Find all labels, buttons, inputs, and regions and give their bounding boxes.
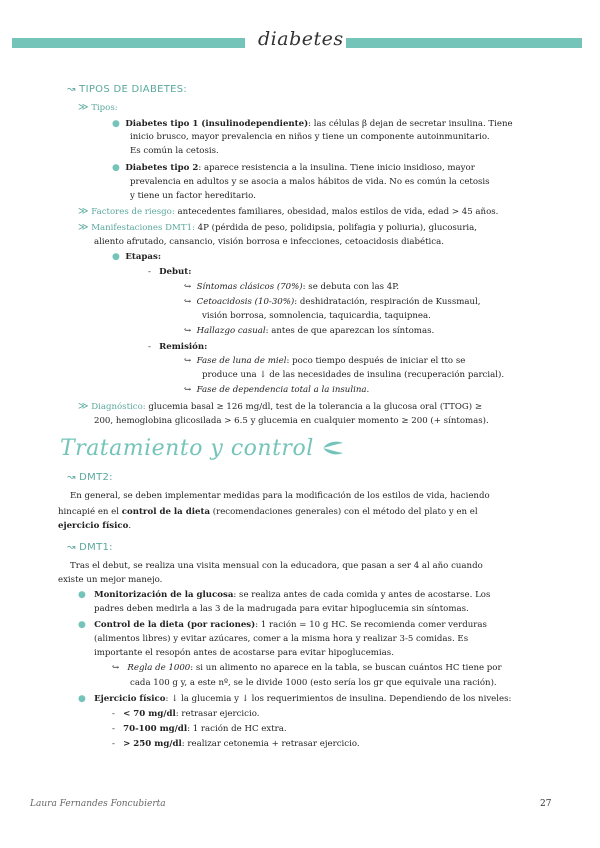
- bullet-icon: ●: [112, 252, 120, 262]
- manifestaciones-line-2: aliento afrutado, cansancio, visión borrosa e infecciones, cetoacidosis diabética.: [94, 237, 444, 247]
- dmt1-line-1: Tras el debut, se realiza una visita mensual con la educadora, que pasan a ser 4 al año cuando: [70, 561, 483, 571]
- factores-line: ≫ Factores de riesgo: antecedentes familiares, obesidad, malos estilos de vida, edad > 45 años.: [78, 206, 499, 217]
- control-dieta-line-3: importante el resopón antes de acostarse para evitar hipoglucemias.: [94, 648, 394, 658]
- leaf-icon: [321, 437, 345, 462]
- debut-item-2-line-2: visión borrosa, somnolencia, taquicardia, taquipnea.: [202, 311, 431, 321]
- regla-line-1: ↪ Regla de 1000: si un alimento no aparece en la tabla, se buscan cuántos HC tiene por: [112, 663, 502, 673]
- monitorizacion-line-1: ● Monitorización de la glucosa: se realiza antes de cada comida y antes de acostarse. Los: [78, 590, 491, 600]
- double-chevron-icon: ≫: [78, 102, 89, 113]
- dmt2-line-1: En general, se deben implementar medidas para la modificación de los estilos de vida, haciendo: [70, 491, 490, 501]
- tipo1-line-1: ● Diabetes tipo 1 (insulinodependiente): las células β dejan de secretar insulina. Tiene: [112, 119, 513, 129]
- footer-author: Laura Fernandes Foncubierta: [30, 799, 166, 809]
- dash-icon: -: [112, 739, 115, 749]
- header-bar-left: [12, 38, 245, 48]
- debut-item-3: ↪ Hallazgo casual: antes de que aparezcan los síntomas.: [184, 326, 435, 336]
- hook-arrow-icon: ↪: [184, 282, 192, 292]
- remision-item-2: ↪ Fase de dependencia total a la insulina.: [184, 385, 370, 395]
- dmt2-line-3: ejercicio físico.: [58, 521, 132, 531]
- remision-item-1: ↪ Fase de luna de miel: poco tiempo después de iniciar el tto se: [184, 356, 466, 366]
- bullet-icon: ●: [78, 694, 86, 704]
- page-number: 27: [540, 799, 552, 809]
- tipo2-line-3: y tiene un factor hereditario.: [130, 191, 256, 201]
- hook-arrow-icon: ↪: [184, 356, 192, 366]
- section-dmt2-heading: ↝ DMT2:: [67, 472, 113, 483]
- control-dieta-line-1: ● Control de la dieta (por raciones): 1 ración = 10 g HC. Se recomienda comer verduras: [78, 620, 487, 630]
- control-dieta-line-2: (alimentos libres) y evitar azúcares, comer a la misma hora y realizar 3-5 comidas. Es: [94, 634, 469, 644]
- bullet-icon: ●: [112, 119, 120, 129]
- tipo2-line-2: prevalencia en adultos y se asocia a malos hábitos de vida. No es común la cetosis: [130, 177, 490, 187]
- section-tipos-heading: [67, 84, 187, 95]
- etapas-line: ● Etapas:: [112, 252, 162, 262]
- dash-icon: -: [112, 709, 115, 719]
- monitorizacion-line-2: padres deben medirla a las 3 de la madrugada para evitar hipoglucemia sin síntomas.: [94, 604, 469, 614]
- tratamiento-heading: Tratamiento y control: [60, 436, 345, 462]
- swirl-icon: ↝: [67, 542, 76, 553]
- nivel-2: - 70-100 mg/dl: 1 ración de HC extra.: [112, 724, 287, 734]
- hook-arrow-icon: ↪: [184, 326, 192, 336]
- manifestaciones-line-1: ≫ Manifestaciones DMT1: 4P (pérdida de peso, polidipsia, polifagia y poliuria), glucosuria,: [78, 222, 478, 233]
- hook-arrow-icon: ↪: [112, 663, 120, 673]
- tipo1-line-2: inicio brusco, mayor prevalencia en niños y tiene un componente autoinmunitario.: [130, 132, 490, 142]
- ejercicio-line: ● Ejercicio físico: ↓ la glucemia y ↓ los requerimientos de insulina. Dependiendo de los niveles:: [78, 694, 512, 704]
- section-dmt1-heading: ↝ DMT1:: [67, 542, 113, 553]
- double-chevron-icon: ≫: [78, 401, 89, 412]
- diagnostico-line-1: ≫ Diagnóstico: glucemia basal ≥ 126 mg/dl, test de la tolerancia a la glucosa oral (TTOG) ≥: [78, 401, 483, 412]
- double-chevron-icon: ≫: [78, 222, 89, 233]
- dash-icon: -: [148, 342, 151, 352]
- tipos-line: ≫ Tipos:: [78, 102, 118, 113]
- bullet-icon: ●: [112, 163, 120, 173]
- double-chevron-icon: ≫: [78, 206, 89, 217]
- regla-line-2: cada 100 g y, a este nº, se le divide 1000 (esto sería los gr que equivale una ración).: [130, 678, 497, 688]
- dash-icon: -: [148, 267, 151, 277]
- tipo2-line-1: ● Diabetes tipo 2: aparece resistencia a la insulina. Tiene inicio insidioso, mayor: [112, 163, 475, 173]
- swirl-icon: ↝: [67, 472, 76, 483]
- header-bar-right: [346, 38, 582, 48]
- swirl-icon: ↝: [67, 84, 76, 95]
- debut-item-2: ↪ Cetoacidosis (10-30%): deshidratación, respiración de Kussmaul,: [184, 297, 481, 307]
- debut-item-1: ↪ Síntomas clásicos (70%): se debuta con las 4P.: [184, 282, 399, 292]
- nivel-1: - < 70 mg/dl: retrasar ejercicio.: [112, 709, 260, 719]
- page-header: [12, 28, 582, 50]
- nivel-3: - > 250 mg/dl: realizar cetonemia + retrasar ejercicio.: [112, 739, 360, 749]
- section-title: TIPOS DE DIABETES:: [79, 84, 188, 95]
- hook-arrow-icon: ↪: [184, 297, 192, 307]
- debut-line: - Debut:: [148, 267, 192, 277]
- bullet-icon: ●: [78, 620, 86, 630]
- dmt1-line-2: existe un mejor manejo.: [58, 575, 163, 585]
- dmt2-line-2: hincapié en el control de la dieta (recomendaciones generales) con el método del plato y en el: [58, 507, 478, 517]
- dash-icon: -: [112, 724, 115, 734]
- page-title: diabetes: [258, 28, 344, 50]
- hook-arrow-icon: ↪: [184, 385, 192, 395]
- remision-item-1-line-2: produce una ↓ de las necesidades de insulina (recuperación parcial).: [202, 370, 505, 380]
- bullet-icon: ●: [78, 590, 86, 600]
- tipo1-line-3: Es común la cetosis.: [130, 146, 219, 156]
- diagnostico-line-2: 200, hemoglobina glicosilada > 6.5 y glucemia en cualquier momento ≥ 200 (+ síntomas).: [94, 416, 489, 426]
- remision-line: - Remisión:: [148, 342, 208, 352]
